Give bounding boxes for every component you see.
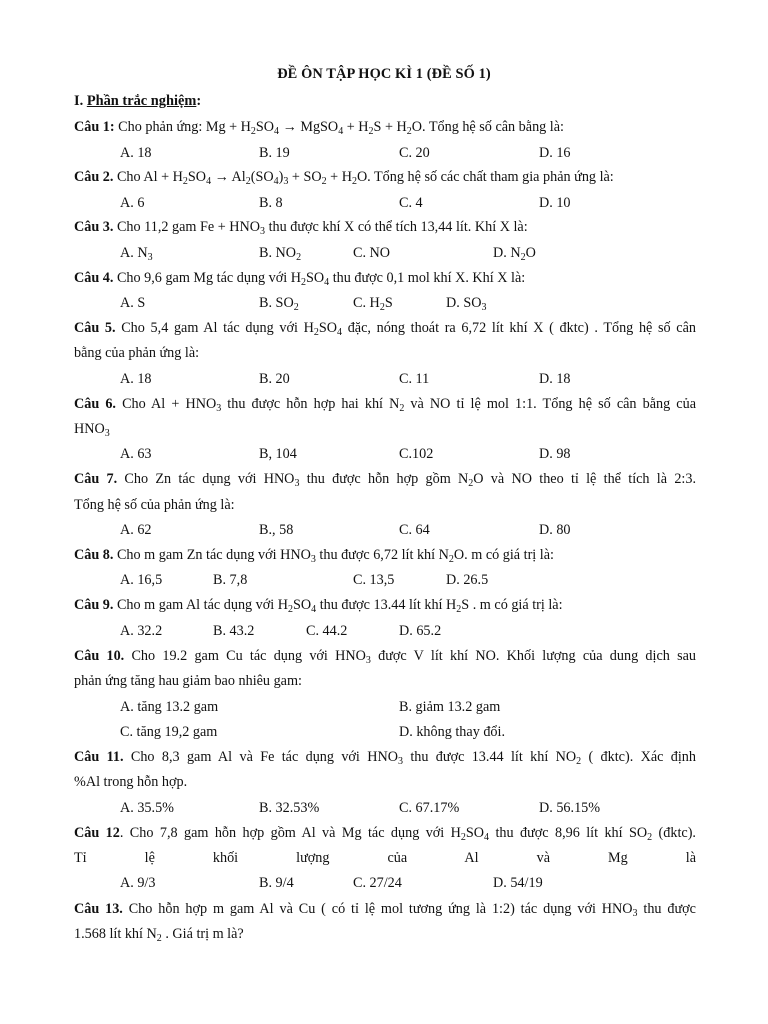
q1-option-b: B. 19 — [259, 145, 290, 161]
q10-option-a: A. tăng 13.2 gam — [120, 699, 219, 715]
question-text: . Cho 7,8 gam hỗn hợp gồm Al và Mg tác dụng với $H_2SO_4$ thu được 8,96 lít khí $SO_2$ (đktc). — [119, 825, 696, 843]
q4-option-b: B. $SO_2$ — [259, 295, 299, 313]
question-text: Cho 5,4 gam Al tác dụng với $H_2SO_4$ đặc, nóng thoát ra 6,72 lít khí X ( đktc) . Tổng hệ số cân — [115, 320, 696, 338]
q7-option-d: D. 80 — [539, 522, 571, 538]
question-3 — [74, 217, 696, 237]
q8-option-a: A. 16,5 — [120, 572, 163, 588]
question-7-line-2: Tổng hệ số của phản ứng là: — [74, 497, 235, 513]
question-9 — [74, 595, 696, 615]
question-12 — [74, 823, 696, 843]
q4-option-c: C. $H_2S$ — [353, 295, 393, 313]
q12-option-d: D. 54/19 — [493, 875, 543, 891]
question-text: Cho $Al + H_2SO_4 \to Al_2(SO_4)_3 + SO_2 + H_2O$. Tổng hệ số các chất tham gia phản ứng là: — [113, 169, 614, 187]
question-7 — [74, 469, 696, 489]
question-text: Cho 9,6 gam Mg tác dụng với $H_2SO_4$ thu được 0,1 mol khí X. Khí X là: — [113, 270, 526, 288]
q9-option-b: B. 43.2 — [213, 623, 255, 639]
q6-option-c: C.102 — [399, 446, 434, 462]
question-text: Cho 8,3 gam Al và Fe tác dụng với $HNO_3$ thu được 13.44 lít khí $NO_2$ ( đktc). Xác định — [123, 749, 696, 767]
question-13-line-2: 1.568 lít khí $N_2$ . Giá trị m là? — [74, 926, 244, 944]
question-10 — [74, 646, 696, 666]
exam-title: ĐỀ ÔN TẬP HỌC KÌ 1 (ĐỀ SỐ 1) — [277, 66, 491, 82]
q8-option-d: D. 26.5 — [446, 572, 489, 588]
q7-option-a: A. 62 — [120, 522, 152, 538]
q7-option-b: B., 58 — [259, 522, 294, 538]
question-label: Câu 13. — [74, 901, 123, 917]
q10-option-d: D. không thay đổi. — [399, 724, 506, 740]
q10-option-c: C. tăng 19,2 gam — [120, 724, 218, 740]
question-text: Cho 11,2 gam $Fe + HNO_3$ thu được khí X có thể tích 13,44 lít. Khí X là: — [113, 219, 528, 237]
q11-option-c: C. 67.17% — [399, 800, 460, 816]
question-11-line-2: %Al trong hỗn hợp. — [74, 774, 188, 790]
question-label: Câu 1: — [74, 119, 115, 135]
question-11 — [74, 747, 696, 767]
question-label: Câu 11. — [74, 749, 124, 765]
q5-option-a: A. 18 — [120, 371, 152, 387]
q2-option-d: D. 10 — [539, 195, 571, 211]
q12-option-b: B. 9/4 — [259, 875, 294, 891]
q1-option-d: D. 16 — [539, 145, 571, 161]
question-13 — [74, 899, 696, 919]
q6-option-b: B, 104 — [259, 446, 297, 462]
question-label: Câu 4. — [74, 270, 114, 286]
q3-option-d: D. $N_2O$ — [493, 245, 536, 263]
question-label: Câu 10. — [74, 648, 125, 664]
question-label: Câu 5. — [74, 320, 116, 336]
q2-option-c: C. 4 — [399, 195, 423, 211]
q6-option-d: D. 98 — [539, 446, 571, 462]
question-text: Cho m gam Zn tác dụng với $HNO_3$ thu được 6,72 lít khí $N_2O$. m có giá trị là: — [113, 547, 554, 565]
q1-option-c: C. 20 — [399, 145, 430, 161]
q3-option-b: B. $NO_2$ — [259, 245, 302, 263]
q5-option-d: D. 18 — [539, 371, 571, 387]
question-text: Cho m gam Al tác dụng với $H_2SO_4$ thu được 13.44 lít khí $H_2S$ . m có giá trị là: — [113, 597, 563, 615]
q11-option-a: A. 35.5% — [120, 800, 174, 816]
q2-option-a: A. 6 — [120, 195, 145, 211]
question-2 — [74, 167, 696, 187]
question-label: Câu 7. — [74, 471, 118, 487]
q2-option-b: B. 8 — [259, 195, 283, 211]
question-text: Cho Zn tác dụng với $HNO_3$ thu được hỗn hợp gồm $N_2O$ và NO theo tỉ lệ thể tích là 2:3. — [117, 471, 696, 489]
section-label: Phần trắc nghiệm — [86, 93, 197, 109]
question-text: Cho hỗn hợp m gam Al và Cu ( có tỉ lệ mol tương ứng là 1:2) tác dụng với $HNO_3$ thu được — [122, 901, 696, 919]
question-label: Câu 6. — [74, 396, 116, 412]
q1-option-a: A. 18 — [120, 145, 152, 161]
question-12-line-2: Tỉ lệ khối lượng của Al và Mg là — [74, 850, 696, 866]
q5-option-c: C. 11 — [399, 371, 430, 387]
question-label: Câu 2. — [74, 169, 114, 185]
question-label: Câu 8. — [74, 547, 114, 563]
q9-option-d: D. 65.2 — [399, 623, 442, 639]
question-10-line-2: phản ứng tăng hau giảm bao nhiêu gam: — [74, 673, 302, 689]
question-text: Cho $Al + HNO_3$ thu được hỗn hợp hai khí $N_2$ và NO tỉ lệ mol 1:1. Tổng hệ số cân bằng của — [115, 396, 696, 414]
question-1 — [74, 117, 696, 137]
q4-option-d: D. $SO_3$ — [446, 295, 487, 313]
question-text: Cho phản ứng: $Mg + H_2SO_4$ → MgSO$_4$ + $H_2S + H_2O$. Tổng hệ số cân bằng là: — [114, 119, 564, 137]
section-heading: I. Phần trắc nghiệm: — [74, 93, 202, 109]
q3-option-c: C. NO — [353, 245, 391, 261]
section-number: I. — [74, 93, 84, 109]
q3-option-a: A. $N_3$ — [120, 245, 153, 263]
q6-option-a: A. 63 — [120, 446, 152, 462]
q5-option-b: B. 20 — [259, 371, 290, 387]
q9-option-c: C. 44.2 — [306, 623, 348, 639]
question-6 — [74, 394, 696, 414]
q4-option-a: A. S — [120, 295, 146, 311]
question-text: Cho 19.2 gam Cu tác dụng với $HNO_3$ được V lít khí NO. Khối lượng của dung dịch sau — [124, 648, 696, 666]
q10-option-b: B. giảm 13.2 gam — [399, 699, 501, 715]
q8-option-b: B. 7,8 — [213, 572, 248, 588]
question-5-line-2: bằng của phản ứng là: — [74, 345, 200, 361]
q8-option-c: C. 13,5 — [353, 572, 395, 588]
q11-option-d: D. 56.15% — [539, 800, 601, 816]
question-label: Câu 12 — [74, 825, 120, 841]
question-8 — [74, 545, 696, 565]
q9-option-a: A. 32.2 — [120, 623, 163, 639]
question-label: Câu 3. — [74, 219, 114, 235]
q12-option-a: A. 9/3 — [120, 875, 156, 891]
question-label: Câu 9. — [74, 597, 114, 613]
q7-option-c: C. 64 — [399, 522, 430, 538]
q12-option-c: C. 27/24 — [353, 875, 402, 891]
question-4 — [74, 268, 696, 288]
q11-option-b: B. 32.53% — [259, 800, 320, 816]
question-5 — [74, 318, 696, 338]
question-6-line-2: $HNO_3$ — [74, 421, 110, 439]
